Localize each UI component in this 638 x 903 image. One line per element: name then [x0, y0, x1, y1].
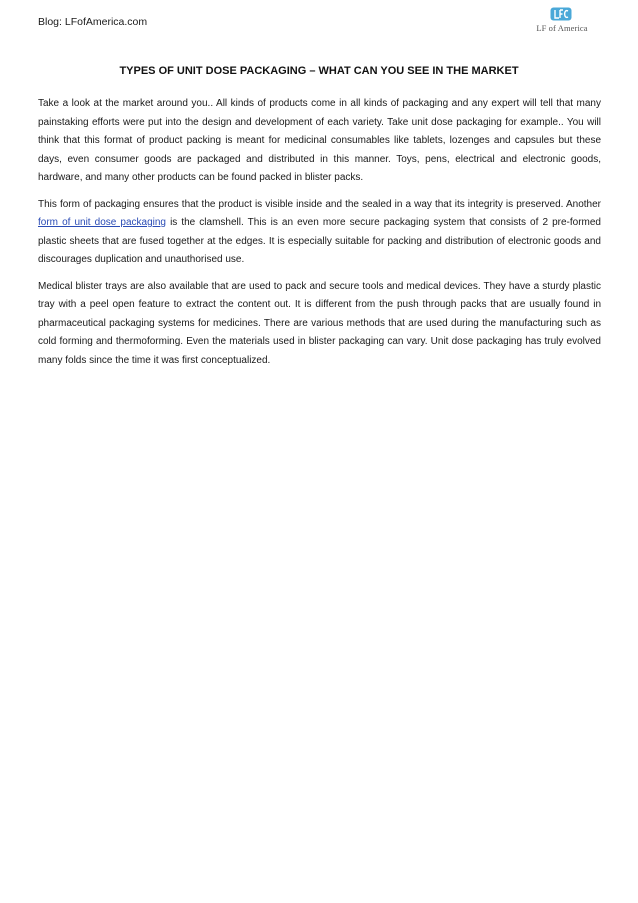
logo-text: LF of America	[536, 23, 588, 33]
article-body	[38, 95, 601, 378]
blog-label: Blog: LFofAmerica.com	[38, 16, 148, 28]
paragraph-3: Medical blister trays are also available that are used to pack and secure tools and medical devices. They have a sturdy plastic tray with a peel open feature to extract the content out. It is different from the push through packs that are usually found in pharmaceutical packaging systems for medicines. There are various methods that are used during the manufacturing such as cold forming and thermoforming. Even the materials used in blister packaging can vary. Unit dose packaging has truly evolved many folds since the time it was first conceptualized.	[38, 280, 601, 366]
company-logo[interactable]	[526, 7, 598, 35]
paragraph-2	[38, 196, 601, 270]
logo-mark-icon	[550, 7, 572, 21]
paragraph-2-before-link: This form of packaging ensures that the product is visible inside and the sealed in a way that its integrity is preserved. Another	[38, 198, 601, 210]
unit-dose-packaging-link[interactable]: form of unit dose packaging	[38, 217, 166, 228]
article-title: TYPES OF UNIT DOSE PACKAGING – WHAT CAN YOU SEE IN THE MARKET	[119, 65, 519, 77]
paragraph-2-after-link: is the clamshell. This is an even more secure packaging system that consists of 2 pre-formed plastic sheets that are fused together at the edges. It is especially suitable for packing and distribution of electronic goods and discourages duplication and unauthorised use.	[38, 217, 601, 265]
paragraph-1: Take a look at the market around you.. All kinds of products come in all kinds of packaging and any expert will tell that many painstaking efforts were put into the design and development of each variety. Take unit dose packaging for example.. You will think that this format of product packing is meant for medicinal consumables like tablets, lozenges and capsules but these days, even consumer goods are packaged and distributed in this manner. Toys, pens, electrical and electronic goods, hardware, and many other products can be found packed in blister packs.	[38, 98, 601, 183]
